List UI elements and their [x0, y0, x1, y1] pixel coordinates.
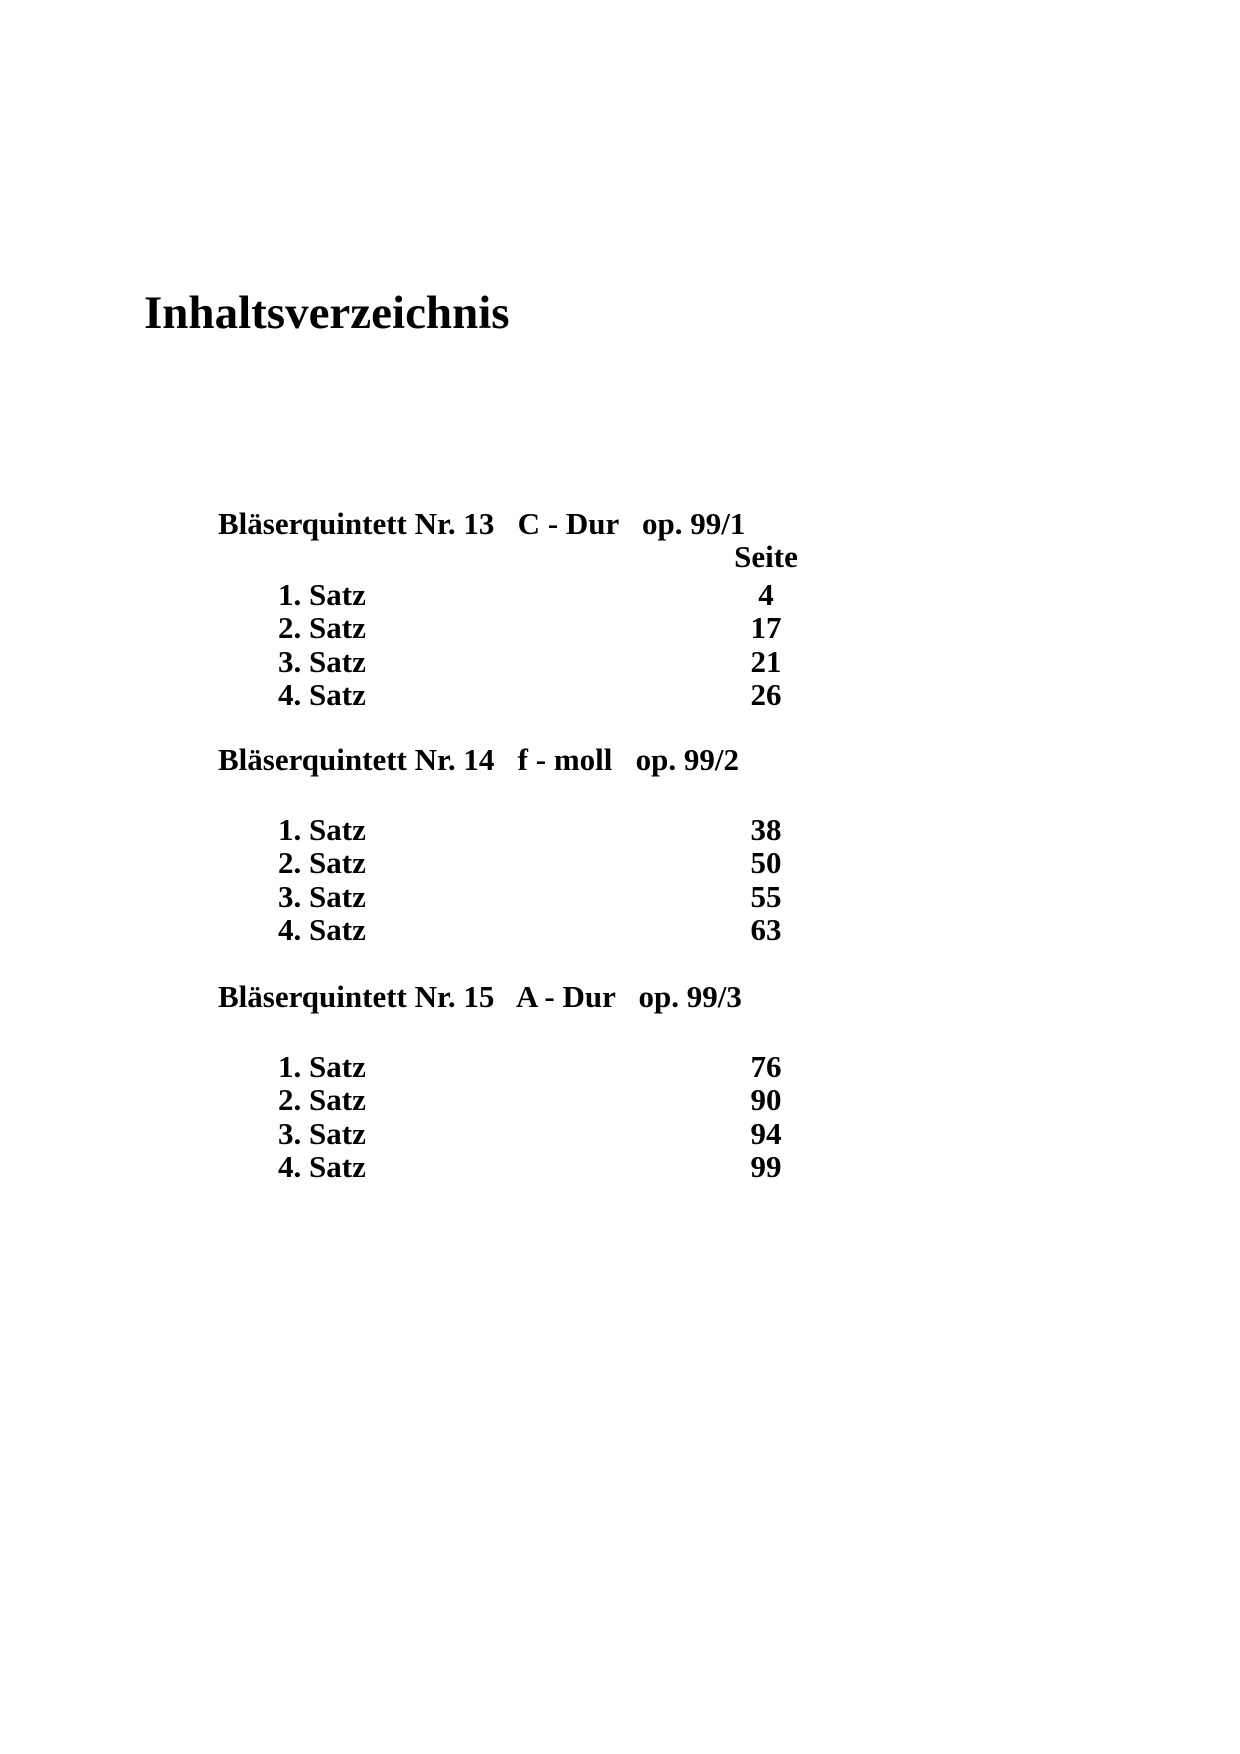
entry-page-number: 99 [750, 1149, 782, 1185]
section-title: Bläserquintett Nr. 15 A - Dur op. 99/3 [218, 979, 742, 1014]
entry-page-number: 50 [750, 845, 782, 881]
entry-label: 3. Satz [278, 643, 366, 679]
entry-label: 1. Satz [278, 812, 366, 848]
section-entries [0, 743, 1240, 947]
entry-page-number: 76 [750, 1049, 782, 1085]
entry-page-number: 21 [750, 643, 782, 679]
toc-entry [0, 880, 1240, 913]
toc-entry [0, 678, 1240, 711]
toc-entry [0, 578, 1240, 611]
entry-label: 3. Satz [278, 878, 366, 914]
entry-label: 2. Satz [278, 610, 366, 646]
entry-label: 1. Satz [278, 1049, 366, 1085]
toc-entry [0, 913, 1240, 946]
entry-label: 3. Satz [278, 1115, 366, 1151]
toc-entry [0, 1150, 1240, 1183]
entry-page-number: 94 [750, 1115, 782, 1151]
entry-page-number: 17 [750, 610, 782, 646]
entry-label: 2. Satz [278, 845, 366, 881]
toc-entry [0, 645, 1240, 678]
toc-entry [0, 846, 1240, 879]
entry-page-number: 55 [750, 878, 782, 914]
entry-page-number: 90 [750, 1082, 782, 1118]
section-entries [0, 980, 1240, 1184]
entry-page-number: 4 [758, 577, 774, 613]
section-title: Bläserquintett Nr. 13 C - Dur op. 99/1 [218, 506, 746, 541]
toc-entry [0, 1117, 1240, 1150]
entry-page-number: 63 [750, 912, 782, 948]
toc-section-quintett-13 [0, 507, 1240, 712]
section-title: Bläserquintett Nr. 14 f - moll op. 99/2 [218, 742, 739, 777]
entry-label: 4. Satz [278, 677, 366, 713]
entry-label: 4. Satz [278, 912, 366, 948]
section-entries [0, 507, 1240, 712]
entry-page-number: 38 [750, 812, 782, 848]
toc-entry [0, 813, 1240, 846]
toc-entry [0, 1050, 1240, 1083]
page-title: Inhaltsverzeichnis [144, 287, 510, 339]
entry-page-number: 26 [750, 677, 782, 713]
entry-label: 1. Satz [278, 577, 366, 613]
toc-section-quintett-15 [0, 980, 1240, 1184]
page-column-header: Seite [734, 539, 798, 574]
entry-label: 4. Satz [278, 1149, 366, 1185]
toc-entry [0, 1083, 1240, 1116]
toc-entry [0, 611, 1240, 644]
entry-label: 2. Satz [278, 1082, 366, 1118]
toc-section-quintett-14 [0, 743, 1240, 947]
